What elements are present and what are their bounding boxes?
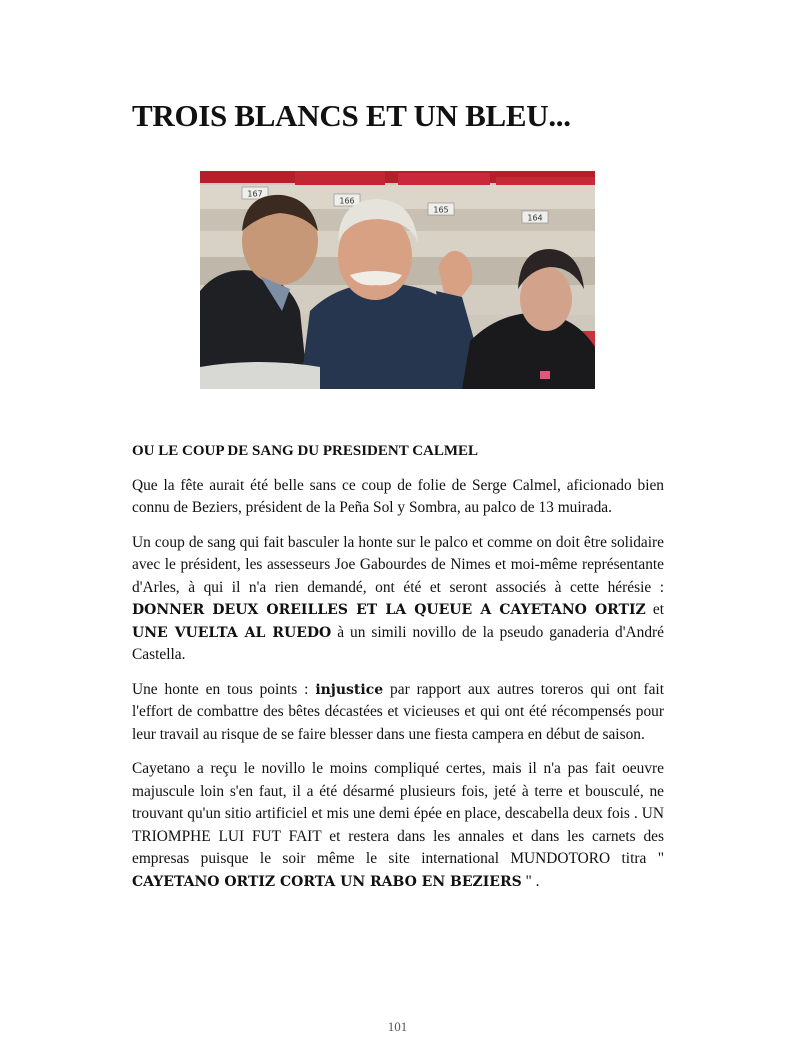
paragraph-text: " .	[521, 872, 540, 890]
seat-number: 167	[247, 189, 263, 199]
emphasis-text: injustice	[315, 681, 384, 698]
emphasis-text: UNE VUELTA AL RUEDO	[132, 624, 332, 641]
paragraph-text: Cayetano a reçu le novillo le moins compliqué certes, mais il n'a pas fait oeuvre majuscule loin s'en faut, il a été désarmé plusieurs fois, jeté à terre et bousculé, ne trouvant qu'un sitio artificiel et mis une demi épée en place, descabella deux fois . UN TRIOMPHE LUI FUT FAIT et restera dans les annales et dans les carnets des empresas puisque le soir même le site international MUNDOTORO titra "	[132, 760, 664, 867]
seat-number: 165	[433, 205, 449, 215]
seat-number: 166	[339, 196, 355, 206]
paragraph-text: Un coup de sang qui fait basculer la honte sur le palco et comme on doit être solidaire avec le président, les assesseurs Joe Gabourdes de Nimes et moi-même représentante d'Arles, à qui il n'a rien demandé, ont été et seront associés à cette hérésie :	[132, 533, 664, 596]
paragraph-text: par rapport aux autres toreros qui ont fait l'effort de combattre des bêtes décastées et vicieuses et qui ont été récompensés pour leur travail au risque de se faire blesser dans une fiesta campera en début de saison.	[132, 680, 664, 743]
paragraph	[132, 532, 664, 667]
paragraph-text: à un simili novillo de la pseudo ganaderia d'André Castella.	[132, 623, 664, 663]
emphasis-text: DONNER DEUX OREILLES ET LA QUEUE A CAYETANO ORTIZ	[132, 602, 646, 618]
paragraph: Que la fête aurait été belle sans ce coup de folie de Serge Calmel, aficionado bien connu de Beziers, président de la Peña Sol y Sombra, au palco de 13 muirada.	[132, 476, 664, 516]
bullring-photo	[200, 171, 595, 389]
paragraph-text: et	[645, 601, 664, 618]
paragraph-text: Une honte en tous points :	[132, 680, 316, 698]
article-body	[132, 440, 664, 905]
emphasis-text: CAYETANO ORTIZ CORTA UN RABO EN BEZIERS	[132, 873, 522, 890]
page-title: TROIS BLANCS ET UN BLEU...	[132, 98, 571, 133]
paragraph	[132, 679, 664, 747]
article-subtitle: OU LE COUP DE SANG DU PRESIDENT CALMEL	[132, 443, 479, 459]
page-number: 101	[387, 1019, 408, 1034]
seat-number: 164	[527, 213, 543, 223]
paragraph	[132, 758, 664, 893]
